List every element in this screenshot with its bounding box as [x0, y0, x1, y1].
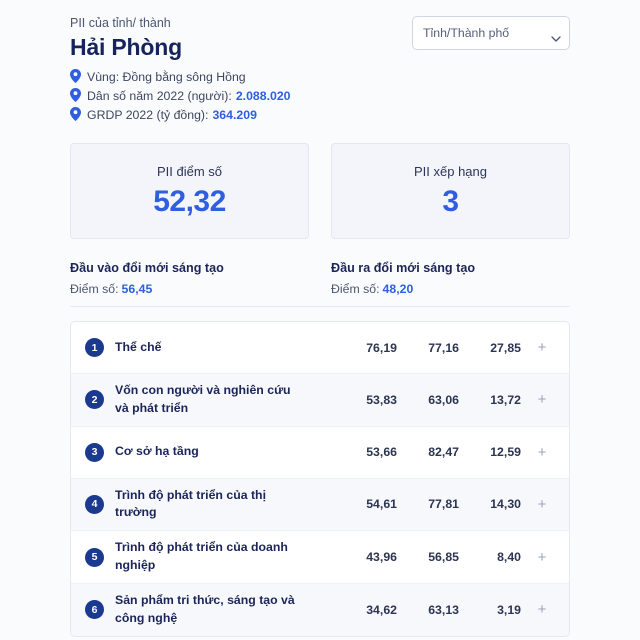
row-value-2: 63,13 — [428, 602, 459, 617]
subheads — [70, 261, 570, 307]
row-value-1: 76,19 — [366, 340, 397, 355]
row-value-3: 12,59 — [490, 445, 521, 460]
meta-label: GRDP 2022 (tỷ đồng): — [87, 108, 209, 122]
meta-population — [70, 89, 291, 103]
header-left — [70, 14, 291, 127]
page-title: Hải Phòng — [70, 34, 182, 60]
row-index-badge: 3 — [85, 443, 104, 462]
row-value-1: 34,62 — [366, 602, 397, 617]
score-card-label: PII xếp hạng — [414, 163, 487, 179]
row-value-3: 8,40 — [497, 550, 521, 565]
score-card-rank — [331, 143, 570, 239]
map-pin-icon — [70, 69, 81, 83]
row-value-2: 63,06 — [428, 392, 459, 407]
province-select[interactable] — [412, 16, 570, 50]
row-index-badge: 4 — [85, 495, 104, 514]
row-index-badge: 1 — [85, 338, 104, 357]
row-label: Sản phẩm tri thức, sáng tạo và công nghệ — [115, 593, 295, 625]
row-value-3: 3,19 — [497, 602, 521, 617]
pillar-table — [70, 321, 570, 637]
score-cards — [70, 143, 570, 239]
row-value-1: 53,66 — [366, 445, 397, 460]
score-card-label: PII điểm số — [156, 163, 223, 179]
row-label: Trình độ phát triển của doanh nghiệp — [115, 540, 288, 573]
meta-grdp — [70, 108, 291, 122]
subhead-score-value: 48,20 — [382, 282, 414, 296]
subhead-title: Đầu vào đổi mới sáng tạo — [70, 261, 224, 275]
score-card-value: 52,32 — [153, 184, 226, 218]
plus-icon[interactable]: + — [537, 601, 547, 619]
meta-label: Vùng: Đồng bằng sông Hồng — [87, 70, 246, 84]
subhead-input — [70, 261, 309, 296]
score-card-pii — [70, 143, 309, 239]
row-value-3: 13,72 — [490, 392, 521, 407]
row-value-3: 14,30 — [490, 497, 521, 512]
row-value-2: 82,47 — [428, 445, 459, 460]
score-card-value: 3 — [442, 184, 459, 218]
subhead-score — [331, 282, 570, 296]
table-row[interactable] — [71, 374, 569, 427]
table-row[interactable] — [71, 479, 569, 532]
row-value-3: 27,85 — [490, 340, 521, 355]
province-select-value[interactable]: Tỉnh/Thành phố — [412, 16, 570, 50]
row-label: Thể chế — [115, 339, 162, 354]
subhead-title: Đầu ra đổi mới sáng tạo — [331, 261, 476, 275]
row-value-1: 54,61 — [366, 497, 397, 512]
row-label: Trình độ phát triển của thị trường — [115, 487, 266, 520]
row-label: Vốn con người và nghiên cứu và phát triển — [115, 383, 291, 415]
table-row[interactable] — [71, 584, 569, 636]
table-row[interactable] — [71, 322, 569, 374]
plus-icon[interactable]: + — [537, 548, 547, 566]
row-index-badge: 6 — [85, 600, 104, 619]
row-value-1: 43,96 — [366, 550, 397, 565]
meta-label: Dân số năm 2022 (người): — [87, 89, 232, 103]
chevron-down-icon[interactable] — [551, 29, 560, 38]
row-index-badge: 2 — [85, 390, 104, 409]
map-pin-icon — [70, 107, 81, 121]
plus-icon[interactable]: + — [537, 443, 547, 461]
subhead-score — [70, 282, 309, 296]
plus-icon[interactable]: + — [537, 495, 547, 513]
row-index-badge: 5 — [85, 548, 104, 567]
table-row[interactable] — [71, 531, 569, 584]
meta-value: 364.209 — [212, 108, 257, 122]
meta-region — [70, 70, 291, 84]
row-value-2: 77,16 — [428, 340, 459, 355]
subhead-score-label: Điểm số: — [331, 282, 380, 296]
subhead-output — [331, 261, 570, 296]
row-value-1: 53,83 — [366, 392, 397, 407]
breadcrumb: PII của tỉnh/ thành — [70, 16, 171, 30]
row-label: Cơ sở hạ tầng — [115, 444, 199, 459]
meta-value: 2.088.020 — [235, 89, 291, 103]
plus-icon[interactable]: + — [537, 339, 547, 356]
map-pin-icon — [70, 88, 81, 102]
row-value-2: 77,81 — [428, 497, 459, 512]
table-row[interactable] — [71, 427, 569, 479]
subhead-score-label: Điểm số: — [70, 282, 119, 296]
header — [70, 14, 570, 127]
subhead-score-value: 56,45 — [121, 282, 153, 296]
plus-icon[interactable]: + — [537, 391, 547, 409]
row-value-2: 56,85 — [428, 550, 459, 565]
